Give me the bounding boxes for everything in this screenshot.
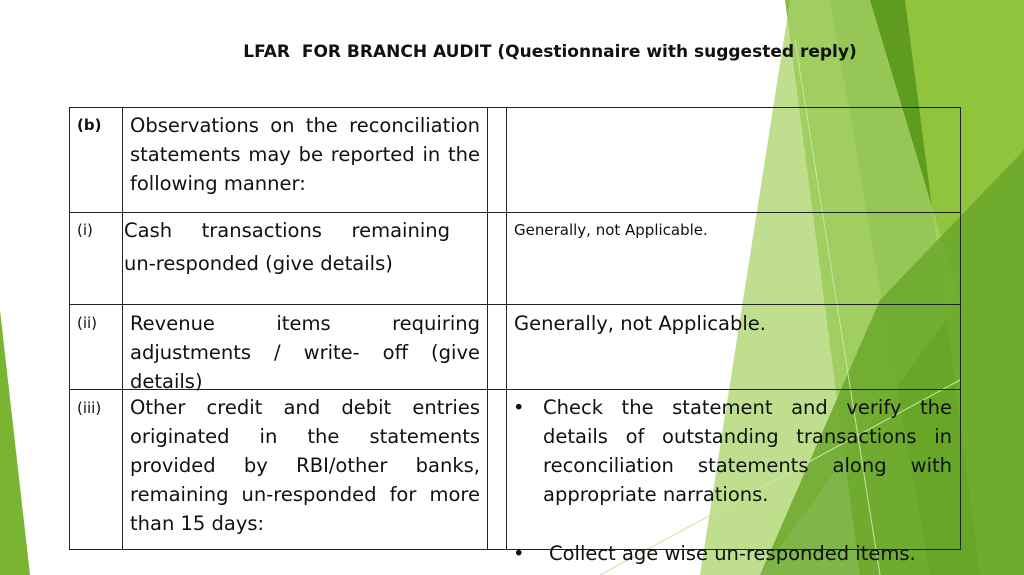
reply-bullet-1-text: Check the statement and verify the details of outstanding transactions in reconciliation statements along with appropriate narrations. bbox=[543, 396, 952, 506]
row-question-b: Observations on the reconciliation statements may be reported in the following manner: bbox=[130, 114, 480, 195]
row-question-i-line2: un-responded (give details) bbox=[124, 252, 393, 275]
row-number-i: (i) bbox=[77, 221, 93, 239]
reply-bullet-2 bbox=[513, 539, 953, 569]
row-reply-ii: Generally, not Applicable. bbox=[514, 312, 766, 335]
page-title: LFAR FOR BRANCH AUDIT (Questionnaire with suggested reply) bbox=[243, 42, 857, 62]
row-number-b: (b) bbox=[77, 116, 102, 134]
bullet-icon: • bbox=[513, 396, 525, 419]
row-number-iii: (iii) bbox=[77, 399, 102, 417]
row-number-ii: (ii) bbox=[77, 314, 98, 332]
reply-bullet-2-text: Collect age wise un-responded items. bbox=[549, 542, 916, 565]
reply-bullet-1 bbox=[513, 393, 953, 513]
row-question-iii: Other credit and debit entries originated in the statements provided by RBI/other banks, remaining un-responded for more than 15 days: bbox=[130, 396, 480, 535]
row-question-i-line1: Cash transactions remaining bbox=[124, 219, 450, 242]
row-reply-i: Generally, not Applicable. bbox=[514, 221, 708, 239]
bullet-icon: • bbox=[513, 542, 525, 565]
row-question-ii: Revenue items requiring adjustments / write- off (give details) bbox=[130, 312, 480, 393]
